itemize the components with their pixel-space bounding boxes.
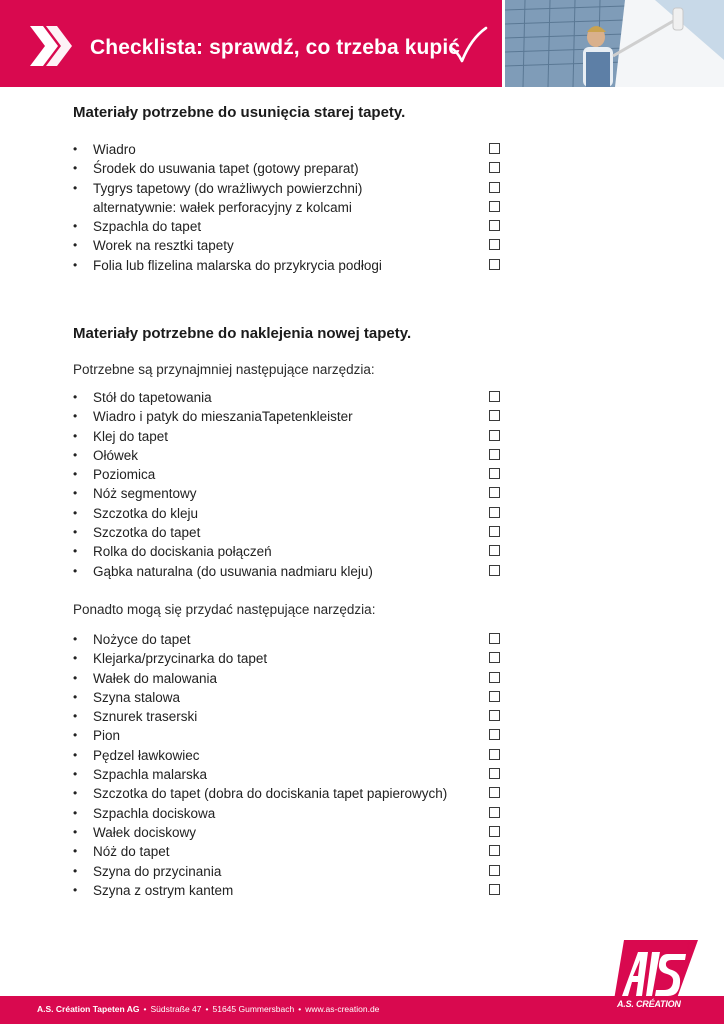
checkbox[interactable] bbox=[489, 182, 500, 193]
checkbox[interactable] bbox=[489, 526, 500, 537]
bullet-icon: • bbox=[73, 786, 78, 801]
checklist-item bbox=[73, 199, 503, 218]
checklist-item bbox=[73, 524, 503, 543]
checkbox[interactable] bbox=[489, 691, 500, 702]
bullet-icon: • bbox=[73, 882, 78, 897]
checklist-item bbox=[73, 485, 503, 504]
checklist-item bbox=[73, 466, 503, 485]
footer-separator: • bbox=[143, 1004, 147, 1014]
intro-required-tools: Potrzebne są przynajmniej następujące narzędzia: bbox=[73, 362, 375, 377]
checkbox[interactable] bbox=[489, 652, 500, 663]
header-banner bbox=[0, 0, 502, 87]
checklist-item bbox=[73, 180, 503, 199]
checkbox[interactable] bbox=[489, 487, 500, 498]
checklist-item bbox=[73, 805, 503, 824]
bullet-icon: • bbox=[73, 525, 78, 540]
checklist-item-label: Nóż do tapet bbox=[93, 844, 170, 860]
checklist-item-label: Szyna do przycinania bbox=[93, 863, 222, 879]
bullet-icon: • bbox=[73, 467, 78, 482]
bullet-icon: • bbox=[73, 409, 78, 424]
checklist-item bbox=[73, 824, 503, 843]
checklist-item-label: Stół do tapetowania bbox=[93, 390, 212, 405]
checklist-item-label: Szczotka do tapet bbox=[93, 525, 201, 541]
footer-company: A.S. Création Tapeten AG bbox=[37, 1004, 140, 1014]
checklist-item bbox=[73, 843, 503, 862]
checkbox[interactable] bbox=[489, 239, 500, 250]
bullet-icon: • bbox=[73, 505, 78, 520]
bullet-icon: • bbox=[73, 161, 78, 176]
checklist-item-label: Środek do usuwania tapet (gotowy preparat) bbox=[93, 161, 359, 177]
checklist-item bbox=[73, 447, 503, 466]
bullet-icon: • bbox=[73, 651, 78, 666]
checklist-optional-tools bbox=[73, 631, 503, 901]
bullet-icon: • bbox=[73, 709, 78, 724]
bullet-icon: • bbox=[73, 632, 78, 646]
checkmark-icon bbox=[448, 26, 488, 66]
checklist-item bbox=[73, 747, 503, 766]
checklist-item-label: Folia lub flizelina malarska do przykrycia podłogi bbox=[93, 257, 382, 273]
checklist-item-label: Szpachla dociskowa bbox=[93, 805, 216, 821]
checklist-item-label: Szpachla malarska bbox=[93, 767, 208, 783]
bullet-icon: • bbox=[73, 805, 78, 820]
checklist-item bbox=[73, 428, 503, 447]
footer-city: 51645 Gummersbach bbox=[212, 1004, 295, 1014]
checkbox[interactable] bbox=[489, 201, 500, 212]
double-chevron-icon bbox=[28, 24, 74, 68]
checklist-item-label: Pion bbox=[93, 728, 121, 744]
checklist-item-label: Tygrys tapetowy (do wrażliwych powierzchni) bbox=[93, 180, 363, 196]
checkbox[interactable] bbox=[489, 710, 500, 721]
page-title: Checklista: sprawdź, co trzeba kupić bbox=[90, 36, 461, 59]
checklist-item-label: Szyna stalowa bbox=[93, 689, 181, 705]
bullet-icon: • bbox=[73, 728, 78, 743]
checkbox[interactable] bbox=[489, 672, 500, 683]
checklist-item bbox=[73, 160, 503, 179]
checklist-item-label: Nożyce do tapet bbox=[93, 632, 191, 647]
footer-separator: • bbox=[205, 1004, 209, 1014]
checklist-item-label: Szpachla do tapet bbox=[93, 219, 202, 235]
checklist-item-label: Klej do tapet bbox=[93, 428, 169, 444]
checklist-item bbox=[73, 257, 503, 276]
bullet-icon: • bbox=[73, 219, 78, 234]
footer-address bbox=[37, 1004, 379, 1014]
bullet-icon: • bbox=[73, 689, 78, 704]
checklist-item-label: Szyna z ostrym kantem bbox=[93, 882, 234, 898]
checklist-item bbox=[73, 389, 503, 408]
checklist-item bbox=[73, 727, 503, 746]
checkbox[interactable] bbox=[489, 787, 500, 798]
bullet-icon: • bbox=[73, 486, 78, 501]
checkbox[interactable] bbox=[489, 545, 500, 556]
checklist-item-label: Wałek dociskowy bbox=[93, 824, 197, 840]
checkbox[interactable] bbox=[489, 749, 500, 760]
intro-optional-tools: Ponadto mogą się przydać następujące narzędzia: bbox=[73, 602, 376, 617]
bullet-icon: • bbox=[73, 863, 78, 878]
bullet-icon: • bbox=[73, 142, 78, 156]
checkbox[interactable] bbox=[489, 845, 500, 856]
checkbox[interactable] bbox=[489, 768, 500, 779]
checklist-item-label: Rolka do dociskania połączeń bbox=[93, 544, 272, 560]
bullet-icon: • bbox=[73, 544, 78, 559]
checkbox[interactable] bbox=[489, 729, 500, 740]
checklist-item bbox=[73, 766, 503, 785]
checklist-item bbox=[73, 218, 503, 237]
checklist-removal bbox=[73, 141, 503, 276]
header-photo bbox=[505, 0, 724, 87]
checkbox[interactable] bbox=[489, 391, 500, 402]
checklist-required-tools bbox=[73, 389, 503, 582]
checklist-item-label: Klejarka/przycinarka do tapet bbox=[93, 651, 268, 667]
checklist-item-label: Nóż segmentowy bbox=[93, 486, 197, 502]
painter-photo-illustration bbox=[505, 0, 724, 87]
bullet-icon: • bbox=[73, 670, 78, 685]
checklist-item-label: Wałek do malowania bbox=[93, 670, 218, 686]
checklist-item bbox=[73, 670, 503, 689]
checkbox[interactable] bbox=[489, 410, 500, 421]
footer-website-link[interactable]: www.as-creation.de bbox=[305, 1004, 380, 1014]
checkbox[interactable] bbox=[489, 807, 500, 818]
checklist-item bbox=[73, 708, 503, 727]
checklist-item bbox=[73, 650, 503, 669]
checkbox[interactable] bbox=[489, 826, 500, 837]
checkbox[interactable] bbox=[489, 259, 500, 270]
checklist-item bbox=[73, 408, 503, 427]
checkbox[interactable] bbox=[489, 884, 500, 895]
bullet-icon: • bbox=[73, 844, 78, 859]
bullet-icon: • bbox=[73, 767, 78, 782]
checklist-item bbox=[73, 141, 503, 160]
checkbox[interactable] bbox=[489, 220, 500, 231]
checkbox[interactable] bbox=[489, 430, 500, 441]
checklist-item-label: Szczotka do tapet (dobra do dociskania tapet papierowych) bbox=[93, 786, 448, 802]
checklist-item-label: Sznurek traserski bbox=[93, 709, 198, 725]
bullet-icon: • bbox=[73, 257, 78, 272]
section-heading-removal: Materiały potrzebne do usunięcia starej tapety. bbox=[73, 104, 406, 121]
checklist-item-label: Gąbka naturalna (do usuwania nadmiaru kleju) bbox=[93, 563, 373, 579]
bullet-icon: • bbox=[73, 447, 78, 462]
checkbox[interactable] bbox=[489, 449, 500, 460]
bullet-icon: • bbox=[73, 563, 78, 578]
checkbox[interactable] bbox=[489, 507, 500, 518]
checklist-item-label: Ołówek bbox=[93, 447, 139, 463]
checklist-item-label: Wiadro bbox=[93, 142, 136, 157]
bullet-icon: • bbox=[73, 390, 78, 404]
checklist-item-label: Poziomica bbox=[93, 467, 156, 483]
checkbox[interactable] bbox=[489, 633, 500, 644]
checklist-item bbox=[73, 785, 503, 804]
checkbox[interactable] bbox=[489, 865, 500, 876]
checklist-item bbox=[73, 863, 503, 882]
bullet-icon: • bbox=[73, 238, 78, 253]
bullet-icon: • bbox=[73, 428, 78, 443]
footer-bar bbox=[0, 996, 724, 1024]
checklist-item-label: alternatywnie: wałek perforacyjny z kolcami bbox=[93, 199, 352, 215]
bullet-icon: • bbox=[73, 747, 78, 762]
checkbox[interactable] bbox=[489, 565, 500, 576]
bullet-icon: • bbox=[73, 824, 78, 839]
footer-street: Südstraße 47 bbox=[150, 1004, 202, 1014]
checkbox[interactable] bbox=[489, 468, 500, 479]
checklist-item-label: Worek na resztki tapety bbox=[93, 238, 234, 254]
checklist-item bbox=[73, 631, 503, 650]
checklist-item bbox=[73, 505, 503, 524]
checklist-item-label: Szczotka do kleju bbox=[93, 505, 199, 521]
footer-separator: • bbox=[298, 1004, 302, 1014]
logo-wordmark: A.S. CRÉATION bbox=[617, 999, 681, 1009]
checklist-item bbox=[73, 543, 503, 562]
checklist-item bbox=[73, 882, 503, 901]
bullet-icon: • bbox=[73, 180, 78, 195]
checklist-item bbox=[73, 563, 503, 582]
checklist-item bbox=[73, 237, 503, 256]
checklist-item bbox=[73, 689, 503, 708]
checklist-item-label: Wiadro i patyk do mieszaniaTapetenkleister bbox=[93, 409, 353, 425]
checkbox[interactable] bbox=[489, 162, 500, 173]
section-heading-hanging: Materiały potrzebne do naklejenia nowej tapety. bbox=[73, 325, 412, 342]
checkbox[interactable] bbox=[489, 143, 500, 154]
checklist-item-label: Pędzel ławkowiec bbox=[93, 747, 200, 763]
